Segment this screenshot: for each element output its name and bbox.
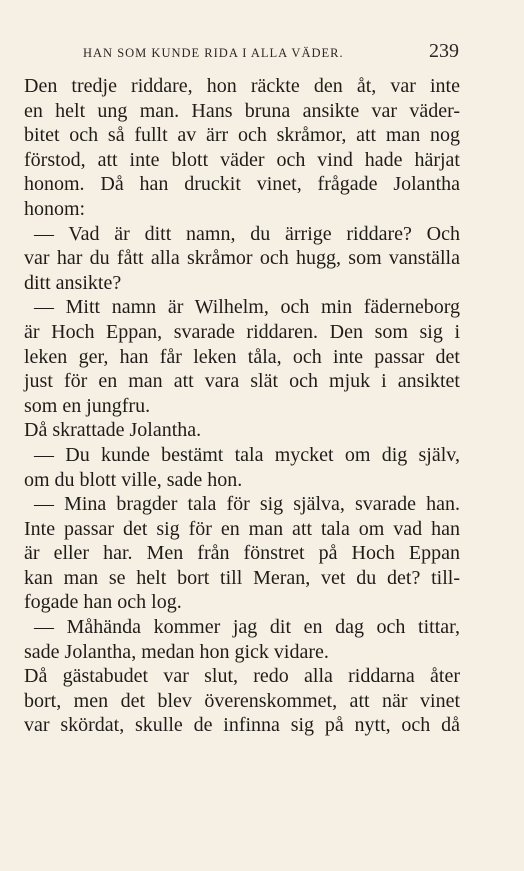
page-number: 239 (429, 40, 459, 62)
text-line: som en jungfru. (24, 394, 151, 417)
text-line: kan man se helt bort till Meran, vet du det? till- (24, 566, 460, 589)
paragraph (24, 222, 460, 296)
text-line: honom: (24, 197, 86, 220)
text-line: en helt ung man. Hans bruna ansikte var väder- (24, 99, 460, 122)
text-line: var skördat, skulle de infinna sig på nytt, och då (24, 714, 460, 737)
paragraph (24, 295, 460, 418)
text-line: är eller har. Men från fönstret på Hoch Eppan (24, 542, 460, 565)
text-line: bort, men det blev överenskommet, att när vinet (24, 689, 460, 712)
text-line: — Vad är ditt namn, du ärrige riddare? Och (34, 222, 460, 245)
body-text (24, 74, 460, 738)
paragraph (24, 443, 460, 492)
text-line: Den tredje riddare, hon räckte den åt, var inte (24, 75, 460, 97)
text-line: — Du kunde bestämt tala mycket om dig själv, (34, 443, 460, 466)
running-title: HAN SOM KUNDE RIDA I ALLA VÄDER. (83, 46, 344, 60)
paragraph (24, 74, 460, 222)
text-line: bitet och så fullt av ärr och skråmor, att man nog (24, 124, 460, 147)
text-line: leken ger, han får leken tåla, och inte passar det (24, 345, 460, 368)
text-line: — Måhända kommer jag dit en dag och tittar, (34, 616, 460, 639)
text-line: — Mitt namn är Wilhelm, och min fäderneborg (34, 296, 460, 319)
paragraph (24, 418, 460, 443)
paragraph (24, 664, 460, 738)
text-line: sade Jolantha, medan hon gick vidare. (24, 640, 329, 663)
text-line: fogade han och log. (24, 591, 182, 614)
text-line: just för en man att vara slät och mjuk i ansiktet (24, 370, 460, 393)
text-line: ditt ansikte? (24, 271, 122, 294)
text-line: Då gästabudet var slut, redo alla riddarna åter (24, 665, 460, 688)
text-line: — Mina bragder tala för sig själva, svarade han. (34, 493, 460, 516)
text-line: honom. Då han druckit vinet, frågade Jolantha (24, 173, 460, 196)
text-line: förstod, att inte blott väder och vind hade härjat (24, 148, 460, 171)
text-line: om du blott ville, sade hon. (24, 468, 243, 491)
text-line: är Hoch Eppan, svarade riddaren. Den som sig i (24, 320, 460, 343)
paragraph (24, 615, 460, 664)
text-line: Inte passar det sig för en man att tala om vad han (24, 517, 460, 540)
text-line: var har du fått alla skråmor och hugg, som vanställa (24, 247, 460, 270)
paragraph (24, 492, 460, 615)
text-line: Då skrattade Jolantha. (24, 419, 202, 442)
